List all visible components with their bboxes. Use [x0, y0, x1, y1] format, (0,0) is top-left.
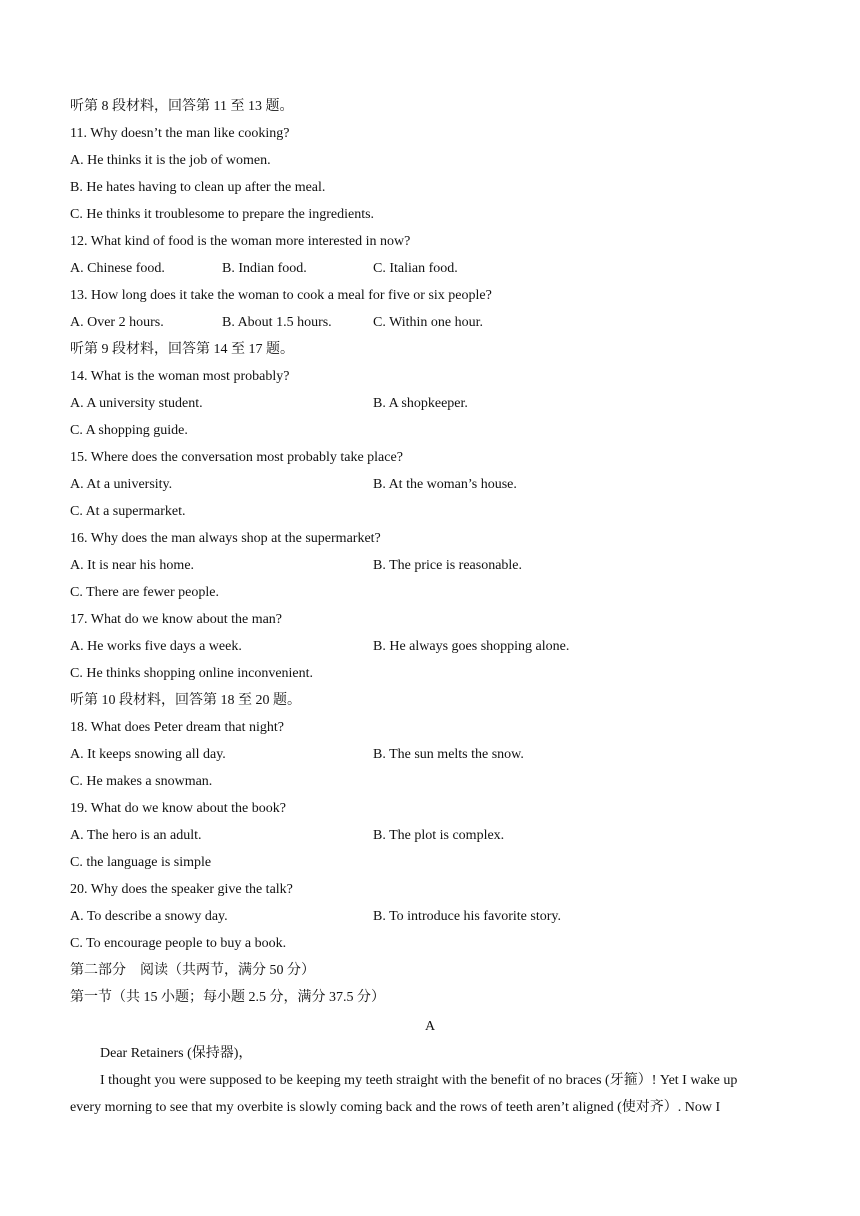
q12-option-b: B. Indian food. [222, 261, 307, 276]
q15-option-a: A. At a university. [70, 477, 173, 492]
q18-option-c: C. He makes a snowman. [70, 774, 213, 789]
q16-option-b: B. The price is reasonable. [373, 558, 523, 573]
q17-option-a: A. He works five days a week. [70, 639, 242, 654]
q11-option-a: A. He thinks it is the job of women. [70, 153, 271, 168]
passage-line-1: I thought you were supposed to be keeping my teeth straight with the benefit of no braces (牙箍）! Yet I wake up [100, 1073, 738, 1088]
question-20: 20. Why does the speaker give the talk? [70, 882, 293, 897]
q17-option-c: C. He thinks shopping online inconvenient. [70, 666, 314, 681]
part-2-heading: 第二部分 阅读（共两节，满分 50 分） [70, 963, 315, 978]
q19-option-b: B. The plot is complex. [373, 828, 505, 843]
q19-option-a: A. The hero is an adult. [70, 828, 202, 843]
q11-option-c: C. He thinks it troublesome to prepare the ingredients. [70, 207, 375, 222]
q14-option-b: B. A shopkeeper. [373, 396, 468, 411]
q18-option-b: B. The sun melts the snow. [373, 747, 524, 762]
section-9-heading: 听第 9 段材料，回答第 14 至 17 题。 [70, 342, 294, 357]
question-13: 13. How long does it take the woman to cook a meal for five or six people? [70, 288, 492, 303]
q15-option-b: B. At the woman’s house. [373, 477, 517, 492]
section-10-heading: 听第 10 段材料，回答第 18 至 20 题。 [70, 693, 301, 708]
q14-option-a: A. A university student. [70, 396, 203, 411]
section-8-heading: 听第 8 段材料，回答第 11 至 13 题。 [70, 99, 294, 114]
question-12: 12. What kind of food is the woman more interested in now? [70, 234, 411, 249]
q19-option-c: C. the language is simple [70, 855, 212, 870]
passage-label: A [424, 1019, 436, 1034]
question-14: 14. What is the woman most probably? [70, 369, 290, 384]
passage-salutation: Dear Retainers (保持器)， [100, 1046, 253, 1061]
passage-line-2: every morning to see that my overbite is slowly coming back and the rows of teeth aren’t aligned (使对齐）. Now I [70, 1100, 721, 1115]
q13-option-c: C. Within one hour. [373, 315, 484, 330]
question-19: 19. What do we know about the book? [70, 801, 286, 816]
q16-option-c: C. There are fewer people. [70, 585, 219, 600]
q20-option-c: C. To encourage people to buy a book. [70, 936, 287, 951]
part-2-section-1-heading: 第一节（共 15 小题；每小题 2.5 分，满分 37.5 分） [70, 990, 385, 1005]
q14-option-c: C. A shopping guide. [70, 423, 188, 438]
q13-option-b: B. About 1.5 hours. [222, 315, 332, 330]
q17-option-b: B. He always goes shopping alone. [373, 639, 570, 654]
q15-option-c: C. At a supermarket. [70, 504, 186, 519]
q11-option-b: B. He hates having to clean up after the meal. [70, 180, 326, 195]
question-17: 17. What do we know about the man? [70, 612, 283, 627]
q13-option-a: A. Over 2 hours. [70, 315, 164, 330]
question-16: 16. Why does the man always shop at the supermarket? [70, 531, 381, 546]
q20-option-a: A. To describe a snowy day. [70, 909, 228, 924]
q18-option-a: A. It keeps snowing all day. [70, 747, 226, 762]
question-11: 11. Why doesn’t the man like cooking? [70, 126, 290, 141]
q20-option-b: B. To introduce his favorite story. [373, 909, 561, 924]
q12-option-c: C. Italian food. [373, 261, 458, 276]
question-18: 18. What does Peter dream that night? [70, 720, 284, 735]
question-15: 15. Where does the conversation most probably take place? [70, 450, 403, 465]
q12-option-a: A. Chinese food. [70, 261, 165, 276]
q16-option-a: A. It is near his home. [70, 558, 195, 573]
